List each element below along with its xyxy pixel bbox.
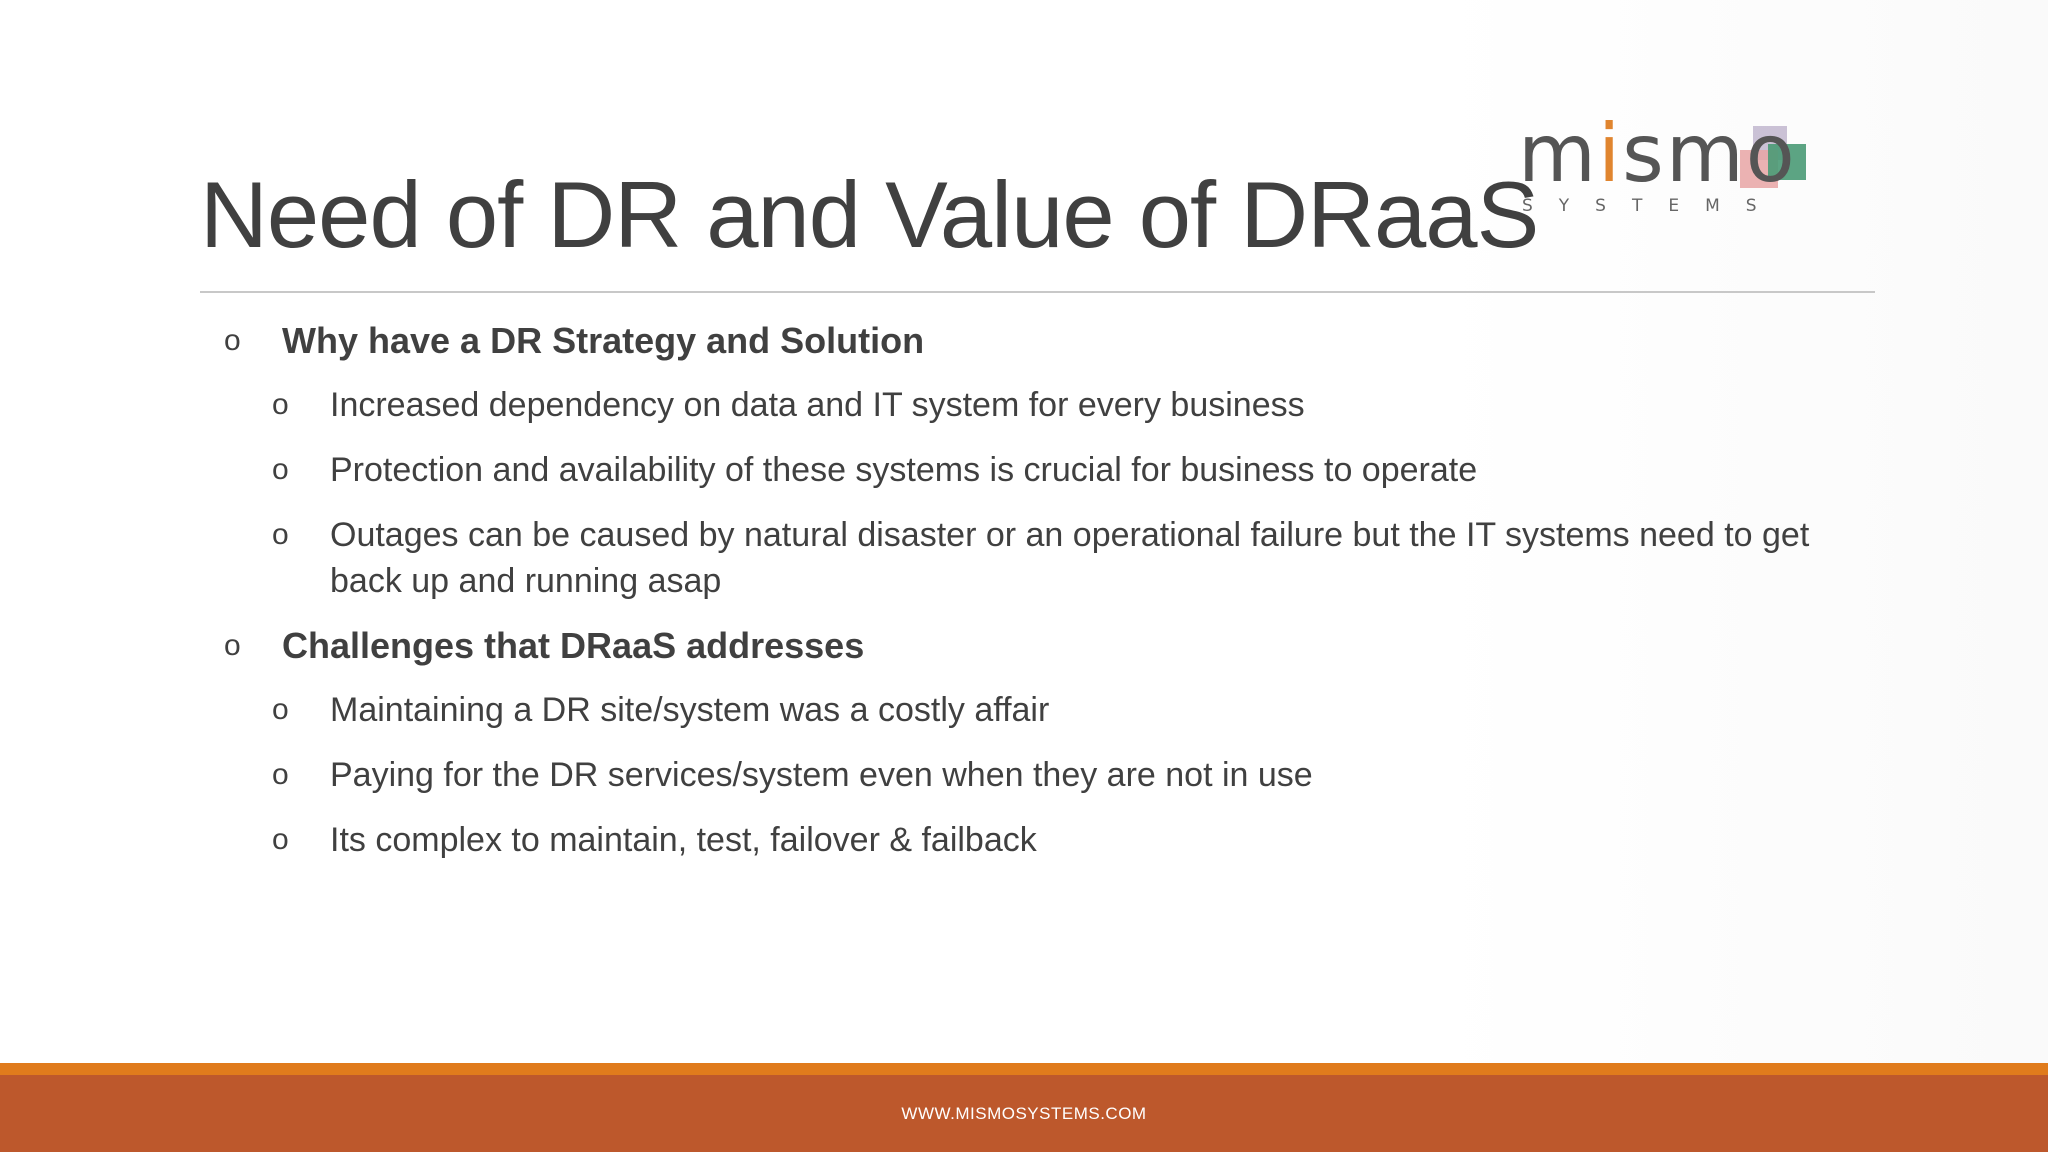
bullet-item: o Increased dependency on data and IT system for every business [220,382,1870,428]
title-divider [200,291,1875,293]
bullet-icon: o [224,324,241,357]
bullet-item: o Protection and availability of these systems is crucial for business to operate [220,447,1870,493]
bullet-icon: o [272,758,289,791]
mismo-systems-logo [1518,107,1808,230]
bullet-heading: o Challenges that DRaaS addresses [220,623,1870,669]
bullet-item: o Outages can be caused by natural disaster or an operational failure but the IT systems need to get back up and running asap [220,512,1870,604]
footer-bar [0,1075,2048,1152]
bullet-icon: o [272,518,289,551]
bullet-list [220,318,1870,882]
bullet-heading: o Why have a DR Strategy and Solution [220,318,1870,364]
bullet-icon: o [272,453,289,486]
bullet-item: o Maintaining a DR site/system was a costly affair [220,687,1870,733]
bullet-item: o Its complex to maintain, test, failover & failback [220,817,1870,863]
bullet-item: o Paying for the DR services/system even when they are not in use [220,752,1870,798]
footer-website: WWW.MISMOSYSTEMS.COM [901,1103,1147,1123]
bullet-icon: o [272,823,289,856]
bullet-icon: o [224,629,241,662]
bullet-icon: o [272,388,289,421]
logo-subtitle: SYSTEMS [1522,196,1783,216]
slide-title: Need of DR and Value of DRaaS [200,162,1539,267]
logo-wordmark: mismo [1518,107,1797,200]
footer-accent-stripe [0,1063,2048,1075]
bullet-icon: o [272,693,289,726]
